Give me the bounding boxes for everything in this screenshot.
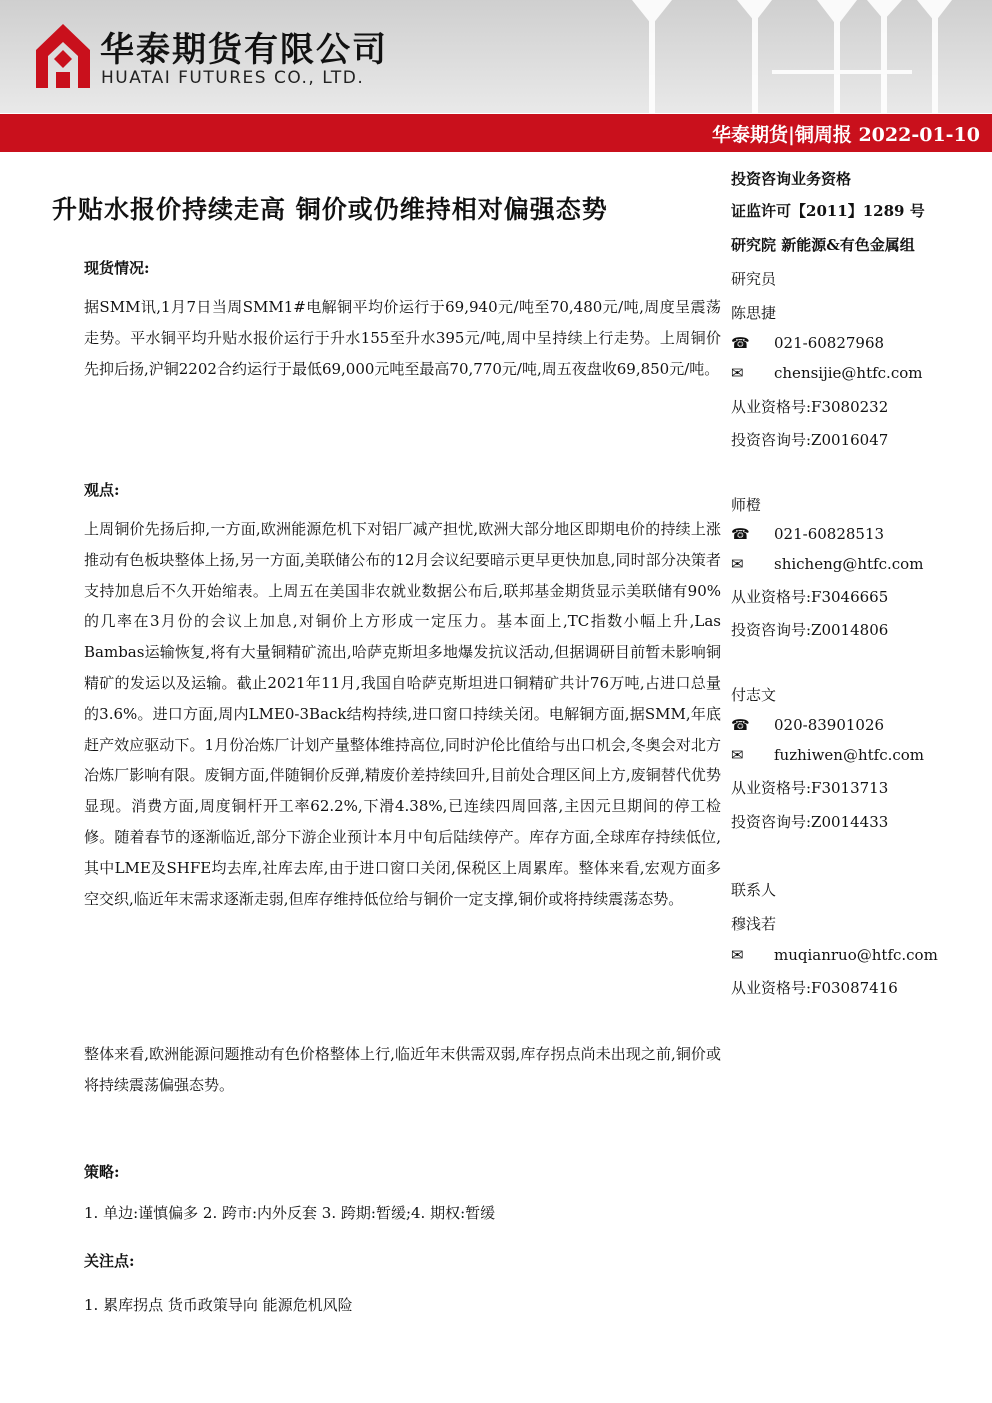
consult-number: 投资咨询号:Z0016047: [731, 431, 889, 449]
report-banner: [0, 114, 992, 152]
phone-icon: ☎: [731, 334, 750, 352]
qualification-line: 投资咨询业务资格: [731, 170, 852, 188]
email-row: [731, 555, 924, 573]
email-link[interactable]: muqianruo@htfc.com: [774, 946, 938, 964]
strategy-text: 1. 单边:谨慎偏多 2. 跨市:内外反套 3. 跨期:暂缓;4. 期权:暂缓: [84, 1204, 496, 1222]
phone-number: 021-60827968: [774, 334, 885, 352]
focus-text: 1. 累库拐点 货币政策导向 能源危机风险: [84, 1296, 353, 1314]
license-line: 证监许可【2011】1289 号: [731, 202, 925, 220]
phone-icon: ☎: [731, 525, 750, 543]
report-title: 升贴水报价持续走高 铜价或仍维持相对偏强态势: [52, 195, 608, 224]
contact-name: 穆浅若: [731, 915, 777, 933]
email-row: [731, 746, 925, 764]
envelope-icon: ✉: [731, 555, 744, 573]
email-row: [731, 364, 923, 382]
consult-number: 投资咨询号:Z0014806: [731, 621, 889, 639]
strategy-heading: 策略:: [84, 1163, 120, 1181]
role-researcher: 研究员: [731, 270, 777, 288]
view-heading: 观点:: [84, 481, 120, 499]
phone-row: [731, 716, 885, 734]
department-line: 研究院 新能源&有色金属组: [731, 236, 915, 254]
decorative-street-lamps: [472, 0, 992, 113]
spot-paragraph: 据SMM讯,1月7日当周SMM1#电解铜平均价运行于69,940元/吨至70,480元/吨,周度呈震荡走势。平水铜平均升贴水报价运行于升水155至升水395元/吨,周中呈持续上行走势。上周铜价先抑后扬,沪铜2202合约运行于最低69,000元吨至最高70,770元/吨,周五夜盘收69,850元/吨。: [84, 298, 721, 378]
view-paragraph-2: 整体来看,欧洲能源问题推动有色价格整体上行,临近年末供需双弱,库存拐点尚未出现之前,铜价或将持续震荡偏强态势。: [84, 1045, 721, 1094]
report-banner-text: 华泰期货|铜周报 2022-01-10: [711, 124, 980, 146]
analyst-name: 陈思捷: [731, 304, 777, 322]
company-name-cn: 华泰期货有限公司: [100, 30, 388, 70]
cert-number: 从业资格号:F3046665: [731, 588, 889, 606]
phone-row: [731, 334, 885, 352]
phone-row: [731, 525, 885, 543]
cert-number: 从业资格号:F03087416: [731, 979, 898, 997]
spot-heading: 现货情况:: [84, 259, 150, 277]
cert-number: 从业资格号:F3080232: [731, 398, 889, 416]
phone-icon: ☎: [731, 716, 750, 734]
envelope-icon: ✉: [731, 946, 744, 964]
email-row: [731, 946, 938, 964]
envelope-icon: ✉: [731, 746, 744, 764]
email-link[interactable]: chensijie@htfc.com: [774, 364, 923, 382]
role-contact: 联系人: [731, 881, 777, 899]
consult-number: 投资咨询号:Z0014433: [731, 813, 889, 831]
page-header: [0, 0, 992, 113]
company-logo-icon: [34, 22, 92, 90]
company-name-en: HUATAI FUTURES CO., LTD.: [101, 68, 365, 88]
view-paragraph-1: 上周铜价先扬后抑,一方面,欧洲能源危机下对铝厂减产担忧,欧洲大部分地区即期电价的持续上涨推动有色板块整体上扬,另一方面,美联储公布的12月会议纪要暗示更早更快加息,同时部分决策者支持加息后不久开始缩表。上周五在美国非农就业数据公布后,联邦基金期货显示美联储有90%的几率在3月份的会议上加息,对铜价上方形成一定压力。基本面上,TC指数小幅上升,Las Bambas运输恢复,将有大量铜精矿流出,哈萨克斯坦多地爆发抗议活动,但据调研目前暂未影响铜精矿的发运以及运输。截止2021年11月,我国自哈萨克斯坦进口铜精矿共计76万吨,占进口总量的3.6%。进口方面,周内LME0-3Back结构持续,进口窗口持续关闭。电解铜方面,据SMM,年底赶产效应驱动下。1月份冶炼厂计划产量整体维持高位,同时沪伦比值给与出口机会,冬奥会对北方冶炼厂影响有限。废铜方面,伴随铜价反弹,精废价差持续回升,目前处合理区间上方,废铜替代优势显现。消费方面,周度铜杆开工率62.2%,下滑4.38%,已连续四周回落,主因元旦期间的停工检修。随着春节的逐渐临近,部分下游企业预计本月中旬后陆续停产。库存方面,全球库存持续低位,其中LME及SHFE均去库,社库去库,由于进口窗口关闭,保税区上周累库。整体来看,宏观方面多空交织,临近年末需求逐渐走弱,但库存维持低位给与铜价一定支撑,铜价或将持续震荡态势。: [84, 520, 721, 908]
phone-number: 020-83901026: [774, 716, 885, 734]
cert-number: 从业资格号:F3013713: [731, 779, 889, 797]
analyst-name: 付志文: [731, 686, 777, 704]
envelope-icon: ✉: [731, 364, 744, 382]
email-link[interactable]: fuzhiwen@htfc.com: [774, 746, 925, 764]
email-link[interactable]: shicheng@htfc.com: [774, 555, 924, 573]
focus-heading: 关注点:: [84, 1252, 135, 1270]
analyst-name: 师橙: [731, 496, 762, 514]
phone-number: 021-60828513: [774, 525, 885, 543]
